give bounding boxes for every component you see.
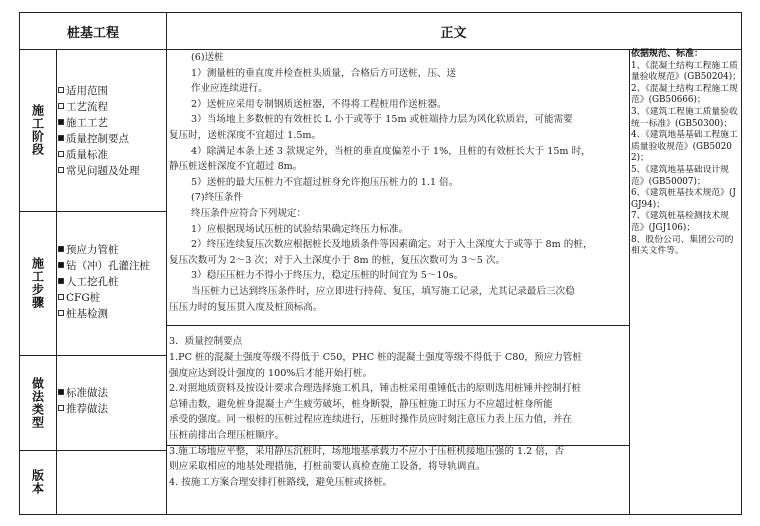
nav-item-prestressed-pile[interactable]: 预应力管桩 [58, 242, 166, 258]
nav-item-process[interactable]: 工艺流程 [58, 99, 166, 115]
reference-item: 2、《混凝土结构工程施工规范》(GB50666)； [631, 83, 738, 106]
content-line: 强度应达到设计强度的 100%后才能开始打桩。 [169, 367, 373, 379]
content-line: 复压次数可为 2～3 次；对于入土深度小于 8m 的桩，复压次数可为 3～5 次。 [169, 254, 506, 266]
divider-section-label [56, 49, 57, 514]
checkbox-icon [58, 103, 64, 109]
content-line: 2.对照地质资料及按设计要求合理选择施工机具，锤击桩采用重锤低击的原则选用桩锤并控制打桩 [169, 383, 582, 395]
references-title: 依据规范、标准： [631, 49, 704, 59]
content-qc-title: 3．质量控制要点 [169, 336, 243, 347]
nav-item-technique[interactable]: 施工工艺 [58, 115, 166, 131]
reference-item: 7、《建筑桩基检测技术规范》(JGJ106)； [631, 211, 729, 233]
content-line: 3）稳压压桩力不得小于终压力，稳定压桩的时间宜为 5～10s。 [191, 270, 464, 282]
checkbox-checked-icon [58, 278, 64, 284]
reference-item: 8、股份公司、集团公司的相关文件等。 [631, 234, 734, 257]
content-line: 1.PC 桩的混凝土强度等级不得低于 C50，PHC 桩的混凝土强度等级不得低于 C80，预应力管桩 [169, 352, 582, 363]
reference-item: 1、《混凝土结构工程施工质量验收规范》(GB50204)； [631, 60, 741, 83]
nav-group-stage [58, 83, 166, 179]
content-line: 2）终压连续复压次数应根据桩长及地质条件等因素确定。对于入土深度大于或等于 8m 的桩， [191, 239, 593, 251]
header-left-title: 桩基工程 [66, 25, 119, 41]
nav-item-standard-method[interactable]: 标准做法 [58, 385, 166, 401]
references-list [631, 61, 741, 258]
content-line: 终压条件应符合下列规定： [191, 207, 307, 219]
content-line: 复压时，送桩深度不宜超过 1.5m。 [169, 129, 322, 141]
section-label-stage: 施工阶段 [30, 104, 45, 156]
references-panel [631, 49, 741, 258]
nav-group-steps [58, 242, 166, 322]
checkbox-icon [58, 87, 64, 93]
content-line: 静压桩送桩深度不宜超过 8m。 [169, 161, 303, 173]
nav-item-manual-pile[interactable]: 人工挖孔桩 [58, 274, 166, 290]
checkbox-checked-icon [58, 119, 64, 125]
content-line: 承受的强度。同一根桩的压桩过程应连续进行，压桩时操作员应时刻注意压力表上压力值，并在 [169, 414, 572, 426]
checkbox-icon [58, 405, 64, 411]
content-line: 1）测量桩的垂直度并检查桩头质量，合格后方可送桩，压、送 [191, 67, 457, 79]
nav-item-recommended-method[interactable]: 推荐做法 [58, 401, 166, 417]
nav-item-cfg-pile[interactable]: CFG桩 [58, 290, 166, 306]
content-line: 4）除满足本条上述 3 款规定外，当桩的垂直度偏差小于 1%，且桩的有效桩长大于 15m 时， [191, 145, 591, 157]
content-line: (7)终压条件 [191, 192, 243, 204]
nav-item-quality-standard[interactable]: 质量标准 [58, 147, 166, 163]
content-line: 则应采取相应的地基处理措施，打桩前要认真检查施工设备，将导轨调直。 [169, 461, 486, 473]
content-line: 当压桩力已达到终压条件时，应立即进行持荷、复压，填写施工记录，尤其记录最后三次稳 [191, 285, 575, 297]
page-frame [19, 12, 742, 515]
content-line: 总锤击数，避免桩身混凝土产生疲劳破坏，桩身断裂，静压桩施工时压力不应超过桩身所能 [169, 398, 553, 410]
reference-item: 5、《建筑地基基础设计规范》(GB50007)； [631, 164, 729, 187]
header-main-title: 正文 [440, 25, 467, 41]
reference-item: 6、《建筑桩基技术规范》(JGJ94)； [631, 188, 736, 210]
content-line: 压桩前排出合理压桩顺序。 [169, 429, 285, 441]
content-line: 3）当场地上多数桩的有效桩长 L 小于或等于 15m 或桩端持力层为风化软质岩，可能需要 [191, 114, 573, 126]
content-line: 5）送桩的最大压桩力不宜超过桩身允许抱压压桩力的 1.1 倍。 [191, 176, 459, 188]
content-qc-title-wrap [169, 334, 629, 350]
nav-item-scope[interactable]: 适用范围 [58, 83, 166, 99]
nav-item-quality-points[interactable]: 质量控制要点 [58, 131, 166, 147]
content-line: 1）应根据现场试压桩的试验结果确定终压力标准。 [191, 223, 409, 235]
content-line: 3.施工场地应平整，采用静压沉桩时，场地地基承载力不应小于压桩机接地压强的 1.2 倍，否 [169, 445, 565, 457]
checkbox-icon [58, 310, 64, 316]
content-qc-body [169, 350, 629, 490]
section-label-steps: 施工步骤 [30, 257, 45, 309]
content-line: 2）送桩应采用专制钢质送桩器，不得将工程桩用作送桩器。 [191, 98, 447, 110]
section-label-version: 版本 [30, 469, 45, 495]
divider-sidebar [166, 13, 167, 514]
checkbox-checked-icon [58, 135, 64, 141]
content-body [169, 50, 629, 315]
reference-item: 3、《建筑工程施工质量验收统一标准》(GB50300)； [631, 106, 738, 129]
checkbox-icon [58, 294, 64, 300]
checkbox-icon [58, 151, 64, 157]
section-label-method: 做法类型 [30, 376, 45, 429]
content-line: 4. 按施工方案合理安排打桩路线，避免压桩或挤桩。 [169, 476, 393, 488]
checkbox-checked-icon [58, 246, 64, 252]
divider-references [629, 49, 630, 514]
nav-item-pile-testing[interactable]: 桩基检测 [58, 306, 166, 322]
nav-item-bored-pile[interactable]: 钻（冲）孔灌注桩 [58, 258, 166, 274]
content-line: (6)送桩 [191, 52, 224, 63]
checkbox-checked-icon [58, 389, 64, 395]
content-line: 压压力时的复压贯入度及桩顶标高。 [169, 301, 323, 313]
reference-item: 4、《建筑地基基础工程施工质量验收规范》(GB50202)； [631, 130, 738, 164]
divider-content-upper [166, 325, 629, 326]
checkbox-icon [58, 167, 64, 173]
nav-item-common-issues[interactable]: 常见问题及处理 [58, 163, 166, 179]
checkbox-checked-icon [58, 262, 64, 268]
nav-group-method [58, 385, 166, 417]
content-line: 作业应连续进行。 [191, 83, 268, 95]
